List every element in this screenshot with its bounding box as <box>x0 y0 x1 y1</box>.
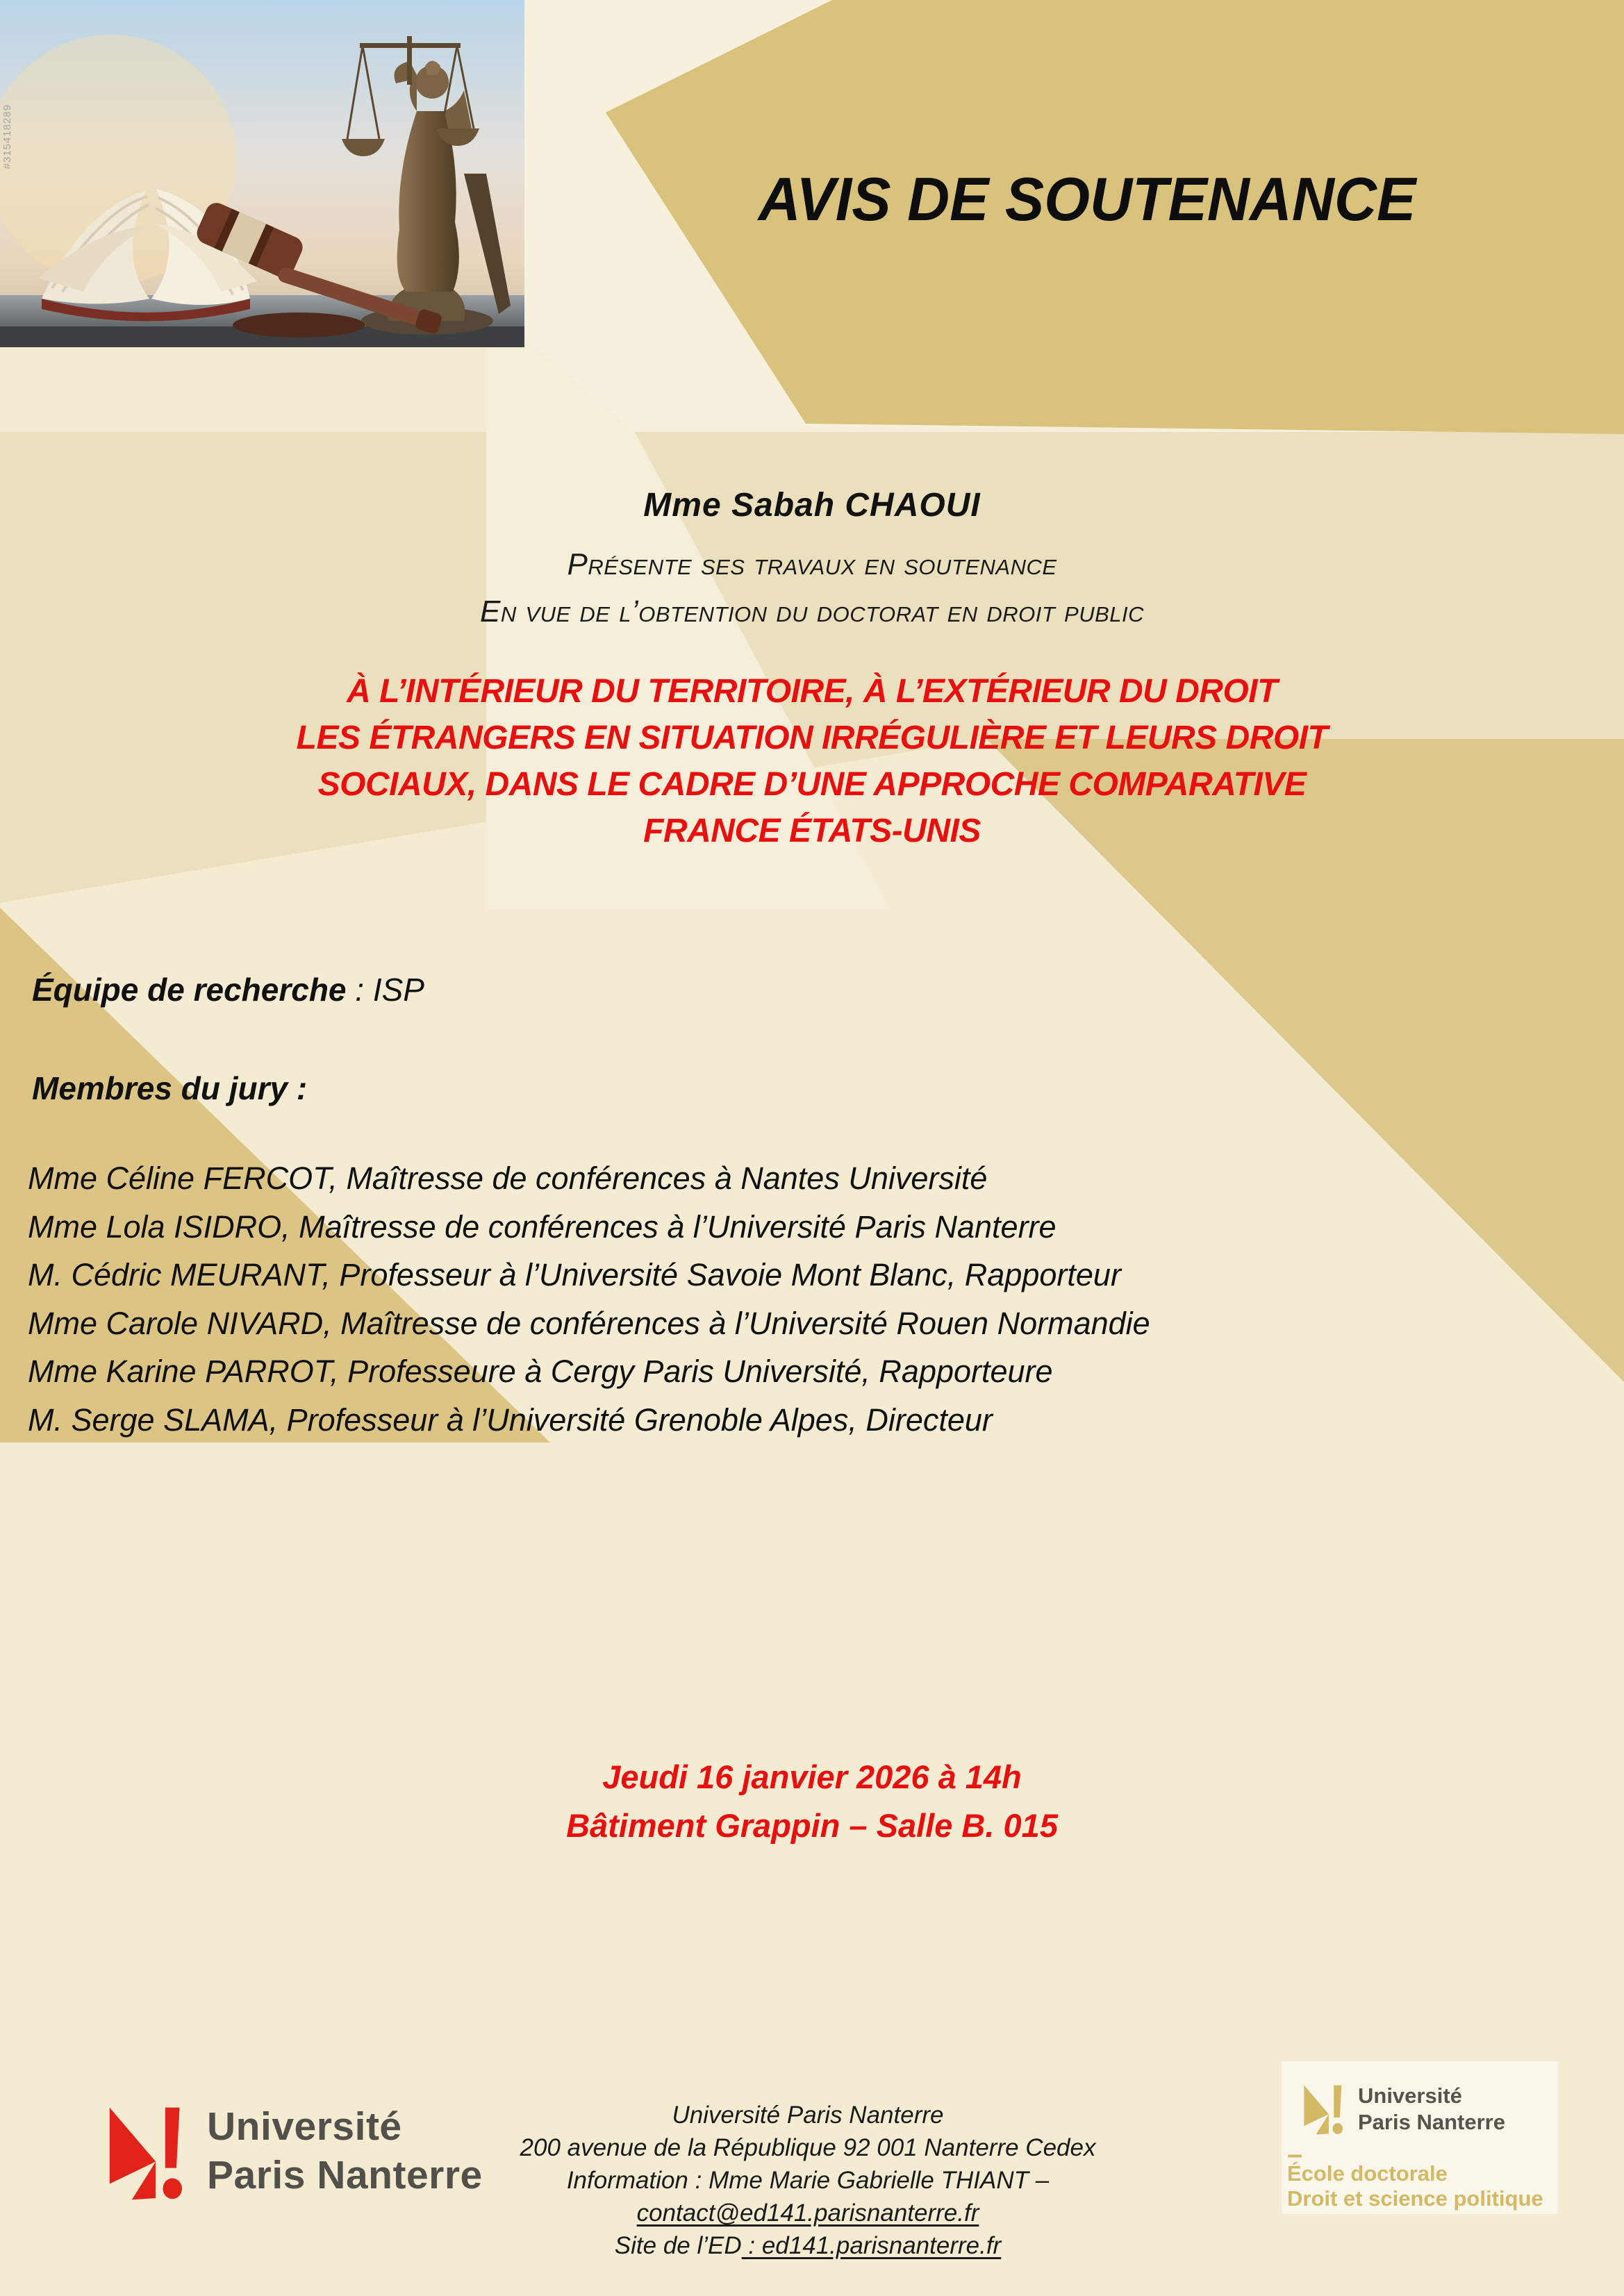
research-team-label: Équipe de recherche <box>32 972 347 1008</box>
thesis-title-line-4: FRANCE ÉTATS-UNIS <box>643 813 981 849</box>
footer-site-label: Site de l’ED <box>614 2232 742 2259</box>
justice-photo-art <box>0 0 524 347</box>
upn-logo-icon <box>108 2104 190 2203</box>
footer-university: Université Paris Nanterre <box>672 2102 944 2129</box>
upn-logo-line-1: Université <box>207 2104 402 2149</box>
candidate-purpose-line: En vue de l’obtention du doctorat en droit public <box>479 594 1145 629</box>
defense-datetime: Jeudi 16 janvier 2026 à 14h <box>602 1758 1022 1795</box>
jury-member: Mme Céline FERCOT, Maîtresse de conférences à Nantes Université <box>28 1161 988 1196</box>
candidate-name: Mme Sabah CHAOUI <box>643 487 981 524</box>
doctoral-school-dash: – <box>1287 2139 1303 2170</box>
footer-information: Information : Mme Marie Gabrielle THIANT – <box>566 2167 1050 2194</box>
jury-member: Mme Carole NIVARD, Maîtresse de conférences à l’Université Rouen Normandie <box>28 1305 1150 1341</box>
thesis-title-line-3: SOCIAUX, DANS LE CADRE D’UNE APPROCHE COMPARATIVE <box>317 766 1307 803</box>
thesis-title-line-1: À L’INTÉRIEUR DU TERRITOIRE, À L’EXTÉRIEUR DU DROIT <box>347 673 1277 710</box>
page-title: AVIS DE SOUTENANCE <box>758 165 1416 233</box>
jury-list <box>28 1154 1591 1444</box>
footer-email-link[interactable]: contact@ed141.parisnanterre.fr <box>636 2199 979 2227</box>
justice-photo <box>0 0 524 347</box>
jury-member: Mme Karine PARROT, Professeure à Cergy Paris Université, Rapporteure <box>28 1354 1053 1389</box>
jury-heading: Membres du jury : <box>32 1070 308 1106</box>
candidate-presents-line: Présente ses travaux en soutenance <box>567 547 1057 581</box>
photo-watermark: #315418289 <box>1 104 13 169</box>
doctoral-school-name-1: École doctorale <box>1287 2161 1448 2186</box>
doctoral-school-logo-icon <box>1304 2083 1347 2136</box>
doctoral-school-name-2: Droit et science politique <box>1287 2186 1543 2211</box>
doctoral-school-line-1: Université <box>1358 2083 1462 2108</box>
jury-member: M. Cédric MEURANT, Professeur à l’Université Savoie Mont Blanc, Rapporteur <box>28 1257 1121 1292</box>
upn-logo <box>108 2102 525 2213</box>
upn-logo-line-2: Paris Nanterre <box>207 2153 483 2197</box>
thesis-title-line-2: LES ÉTRANGERS EN SITUATION IRRÉGULIÈRE ET LEURS DROIT <box>296 719 1328 756</box>
doctoral-school-logo <box>1282 2061 1558 2214</box>
research-team-value: : ISP <box>346 972 424 1008</box>
defense-schedule <box>0 1753 1624 1850</box>
thesis-title <box>0 668 1624 854</box>
footer-site-link[interactable]: : ed141.parisnanterre.fr <box>741 2232 1002 2259</box>
footer-address: 200 avenue de la République 92 001 Nanterre Cedex <box>520 2134 1096 2161</box>
footer-site-line <box>0 2229 1616 2262</box>
research-team-line <box>32 971 424 1008</box>
jury-member: Mme Lola ISIDRO, Maîtresse de conférences à l’Université Paris Nanterre <box>28 1208 1057 1245</box>
defense-location: Bâtiment Grappin – Salle B. 015 <box>566 1807 1058 1844</box>
doctoral-school-line-2: Paris Nanterre <box>1358 2110 1505 2134</box>
jury-member: M. Serge SLAMA, Professeur à l’Université Grenoble Alpes, Directeur <box>28 1401 993 1438</box>
